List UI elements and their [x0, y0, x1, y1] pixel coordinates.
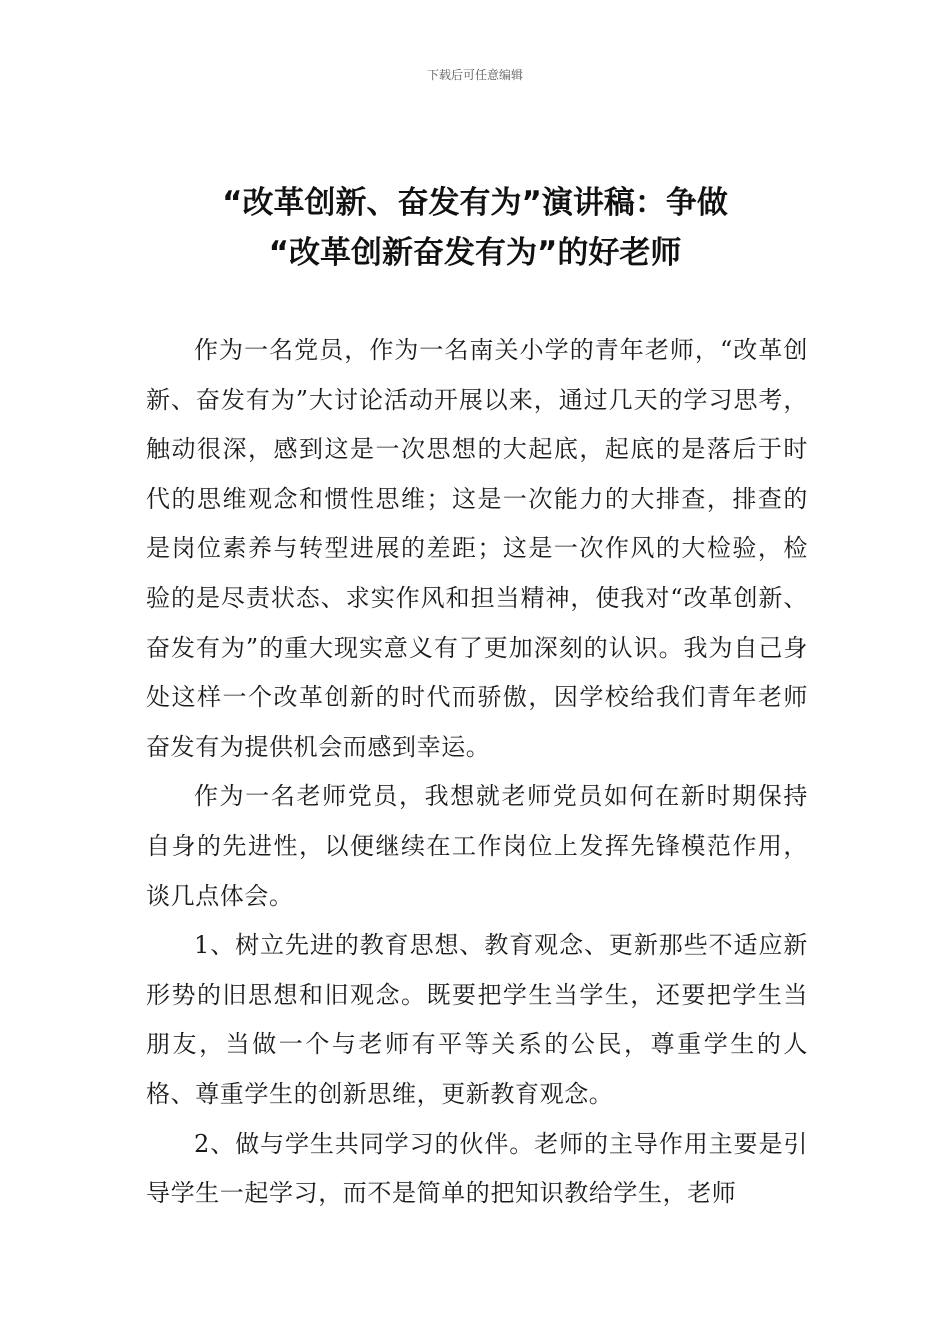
title-line-1: “改革创新、奋发有为”演讲稿：争做: [222, 185, 728, 221]
paragraph-4: 2、做与学生共同学习的伙伴。老师的主导作用主要是引导学生一起学习，而不是简单的把知识教给学生，老师: [146, 1129, 808, 1208]
download-note: 下载后可任意编辑: [426, 68, 523, 82]
paragraph-3: 1、树立先进的教育思想、教育观念、更新那些不适应新形势的旧思想和旧观念。既要把学生当学生，还要把学生当朋友，当做一个与老师有平等关系的公民，尊重学生的人格、尊重学生的创新思维，更新教育观念。: [146, 931, 808, 1108]
document-body: [146, 326, 808, 1219]
title-line-2: “改革创新奋发有为”的好老师: [268, 235, 682, 271]
document-title: [100, 178, 850, 278]
paragraph-2: 作为一名老师党员，我想就老师党员如何在新时期保持自身的先进性，以便继续在工作岗位上发挥先锋模范作用，谈几点体会。: [146, 782, 808, 910]
paragraph-1: 作为一名党员，作为一名南关小学的青年老师，“改革创新、奋发有为”大讨论活动开展以来，通过几天的学习思考，触动很深，感到这是一次思想的大起底，起底的是落后于时代的思维观念和惯性思维；这是一次能力的大排查，排查的是岗位素养与转型进展的差距；这是一次作风的大检验，检验的是尽责状态、求实作风和担当精神，使我对“改革创新、奋发有为”的重大现实意义有了更加深刻的认识。我为自己身处这样一个改革创新的时代而骄傲，因学校给我们青年老师奋发有为提供机会而感到幸运。: [146, 336, 808, 761]
